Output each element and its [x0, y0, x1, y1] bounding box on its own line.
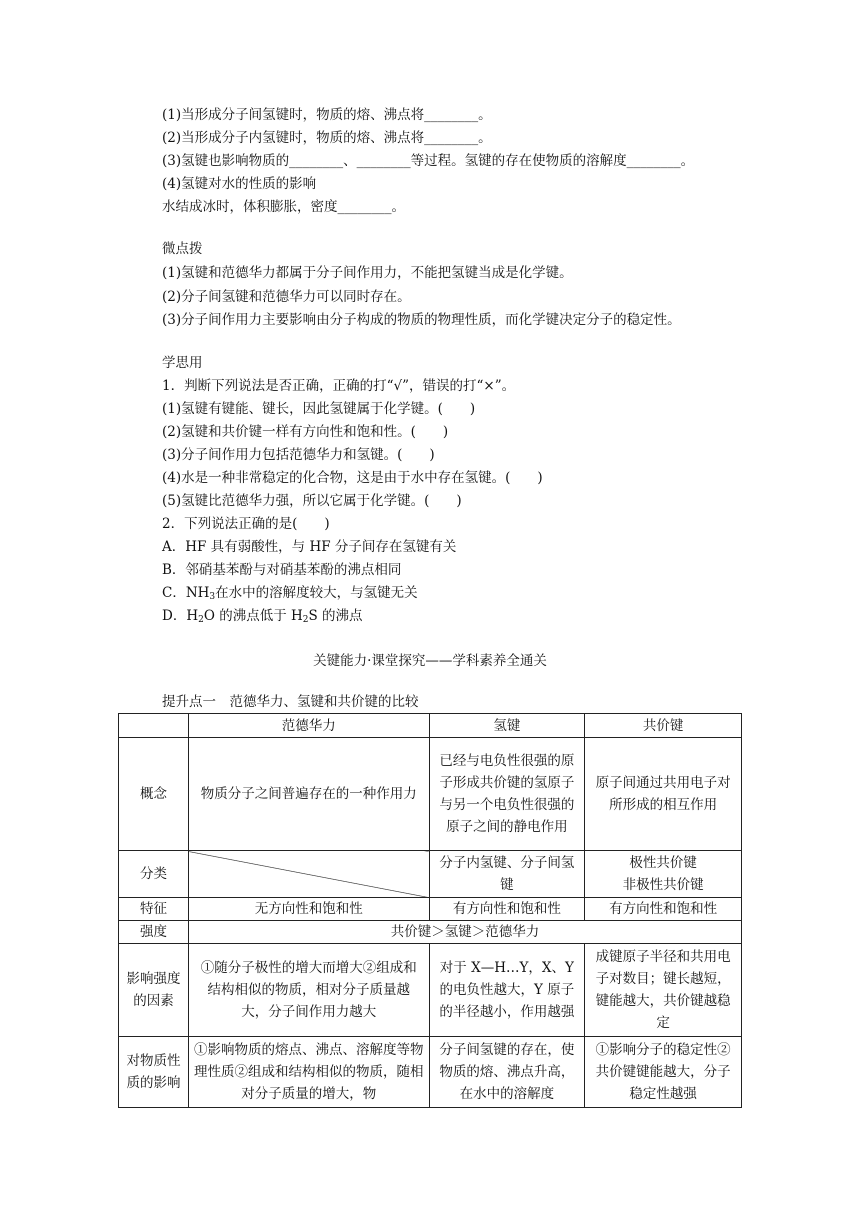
header-cell: 氢键	[429, 714, 585, 738]
table-cell: ①随分子极性的增大而增大②组成和结构相似的物质，相对分子质量越大，分子间作用力越大	[188, 944, 429, 1037]
text-line: (2)当形成分子内氢键时，物质的熔、沸点将________。	[162, 130, 492, 146]
option-a: A．HF 具有弱酸性，与 HF 分子间存在氢键有关	[162, 539, 457, 555]
row-label: 影响强度的因素	[119, 944, 189, 1037]
row-label: 特征	[119, 898, 189, 921]
tip-heading: 微点拨	[162, 241, 203, 257]
practice-heading: 学思用	[162, 355, 203, 371]
table-row	[119, 1037, 742, 1108]
question-1-item: (1)氢键有键能、键长，因此氢键属于化学键。( )	[162, 401, 476, 417]
option-b: B．邻硝基苯酚与对硝基苯酚的沸点相同	[162, 562, 402, 578]
header-cell: 范德华力	[188, 714, 429, 738]
table-cell: 物质分子之间普遍存在的一种作用力	[188, 738, 429, 851]
text-line: (4)氢键对水的性质的影响	[162, 176, 317, 192]
question-1-item: (4)水是一种非常稳定的化合物，这是由于水中存在氢键。( )	[162, 470, 543, 486]
tip-item: (3)分子间作用力主要影响由分子构成的物质的物理性质，而化学键决定分子的稳定性。	[162, 312, 681, 328]
tip-item: (1)氢键和范德华力都属于分子间作用力，不能把氢键当成是化学键。	[162, 265, 573, 281]
point-title: 提升点一 范德华力、氢键和共价键的比较	[162, 694, 419, 710]
table-row	[119, 898, 742, 921]
table-cell: 有方向性和饱和性	[585, 898, 742, 921]
table-cell: 共价键＞氢键＞范德华力	[188, 921, 741, 944]
diagonal-empty-cell	[188, 851, 429, 898]
table-cell: 已经与电负性很强的原子形成共价键的氢原子与另一个电负性很强的原子之间的静电作用	[429, 738, 585, 851]
table-cell: 分子间氢键的存在，使物质的熔、沸点升高，在水中的溶解度	[429, 1037, 585, 1108]
table-cell: ①影响物质的熔点、沸点、溶解度等物理性质②组成和结构相似的物质，随相对分子质量的增大，物	[188, 1037, 429, 1108]
table-cell: 无方向性和饱和性	[188, 898, 429, 921]
table-cell: 原子间通过共用电子对所形成的相互作用	[585, 738, 742, 851]
text-line: (1)当形成分子间氢键时，物质的熔、沸点将________。	[162, 107, 492, 123]
table-header-row	[119, 714, 742, 738]
table-cell: 有方向性和饱和性	[429, 898, 585, 921]
row-label: 强度	[119, 921, 189, 944]
option-c: C．$NH_3$在水中的溶解度较大，与氢键无关	[162, 585, 418, 602]
comparison-table	[118, 713, 742, 1108]
table-cell: 极性共价键 非极性共价键	[585, 851, 742, 898]
question-1-item: (5)氢键比范德华力强，所以它属于化学键。( )	[162, 493, 462, 509]
section-title: 关键能力·课堂探究——学科素养全通关	[313, 653, 547, 669]
question-1-item: (2)氢键和共价键一样有方向性和饱和性。( )	[162, 424, 449, 440]
table-cell: 分子内氢键、分子间氢键	[429, 851, 585, 898]
text-line: 水结成冰时，体积膨胀，密度________。	[162, 199, 405, 215]
table-cell: 成键原子半径和共用电子对数目；键长越短，键能越大，共价键越稳定	[585, 944, 742, 1037]
option-d: D．$H_2O$ 的沸点低于 $H_2S$ 的沸点	[162, 608, 363, 625]
question-1: 1．判断下列说法是否正确，正确的打“√”，错误的打“×”。	[162, 378, 516, 394]
table-cell: ①影响分子的稳定性②共价键键能越大，分子稳定性越强	[585, 1037, 742, 1108]
row-label: 对物质性质的影响	[119, 1037, 189, 1108]
question-1-item: (3)分子间作用力包括范德华力和氢键。( )	[162, 447, 435, 463]
header-cell	[119, 714, 189, 738]
table-row	[119, 921, 742, 944]
tip-item: (2)分子间氢键和范德华力可以同时存在。	[162, 289, 411, 305]
table-row	[119, 851, 742, 898]
table-row	[119, 738, 742, 851]
text-line: (3)氢键也影响物质的________、________等过程。氢键的存在使物质的溶解度________。	[162, 153, 695, 169]
table-cell: 对于 X—H…Y，X、Y 的电负性越大，Y 原子的半径越小，作用越强	[429, 944, 585, 1037]
table-row	[119, 944, 742, 1037]
header-cell: 共价键	[585, 714, 742, 738]
row-label: 概念	[119, 738, 189, 851]
row-label: 分类	[119, 851, 189, 898]
question-2: 2．下列说法正确的是( )	[162, 516, 330, 532]
